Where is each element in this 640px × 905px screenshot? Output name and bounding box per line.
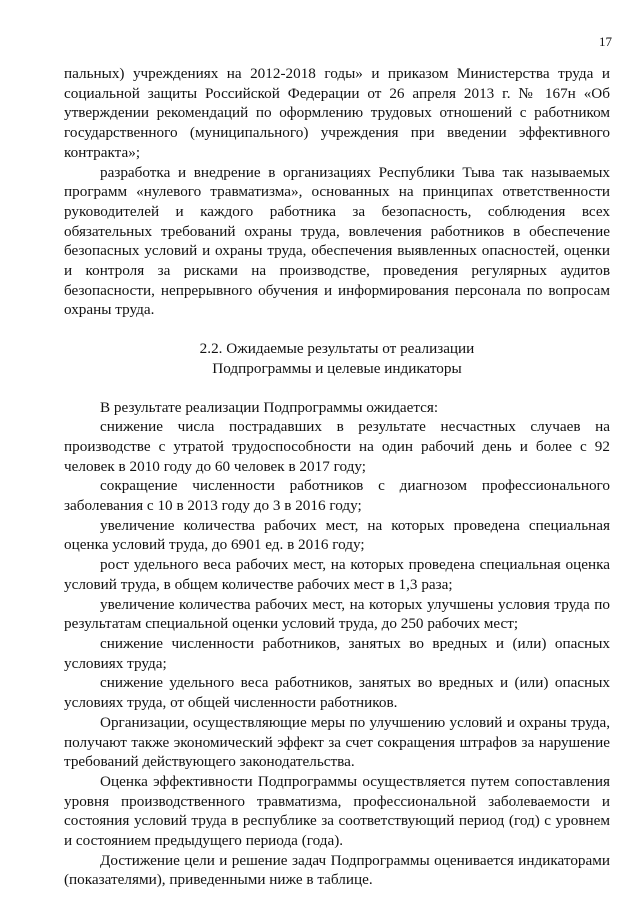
section-heading xyxy=(64,339,610,378)
list-item-improved-workplaces: увеличение количества рабочих мест, на которых улучшены условия труда по результатам специальной оценки условий труда, до 250 рабочих мест; xyxy=(64,595,610,633)
list-item-hazardous-workers-count: снижение численности работников, занятых во вредных и (или) опасных условиях труда; xyxy=(64,634,610,672)
list-item-workplace-assessment-count: увеличение количества рабочих мест, на которых проведена специальная оценка условий труда, до 6901 ед. в 2016 году; xyxy=(64,516,610,554)
paragraph-indicators: Достижение цели и решение задач Подпрограммы оценивается индикаторами (показателями), приведенными ниже в таблице. xyxy=(64,851,610,889)
section-heading-line-1: 2.2. Ожидаемые результаты от реализации xyxy=(199,340,475,358)
paragraph-continuation: пальных) учреждениях на 2012-2018 годы» и приказом Министерства труда и социальной защиты Российской Федерации от 26 апреля 2013 г. № 167н «Об утверждении рекомендаций по оформлению трудовых отношений с работником государственного (муниципального) учреждения при введении эффективного контракта»; xyxy=(64,65,610,161)
list-item-workplace-assessment-share: рост удельного веса рабочих мест, на которых проведена специальная оценка условий труда, в общем количестве рабочих мест в 1,3 раза; xyxy=(64,556,610,593)
list-item-hazardous-workers-share: снижение удельного веса работников, занятых во вредных и (или) опасных условиях труда, от общей численности работников. xyxy=(64,674,610,712)
paragraph-zero-injury-programs: разработка и внедрение в организациях Республики Тыва так называемых программ «нулевого травматизма», основанных на принципах ответственности руководителей и каждого работника за безопасность, соблюдения всех обязательных требований охраны труда, вовлечения работников в обеспечение безопасных условий и охраны труда, обеспечения выявленных опасностей, оценки и контроля за рисками на производстве, проведения регулярных аудитов безопасности, непрерывного обучения и информирования персонала по вопросам охраны труда. xyxy=(64,163,610,319)
list-item-injury-reduction: снижение числа пострадавших в результате несчастных случаев на производстве с утратой трудоспособности на один рабочий день и более с 92 человек в 2010 году до 60 человек в 2017 году; xyxy=(64,418,610,475)
paragraph-efficiency-evaluation: Оценка эффективности Подпрограммы осуществляется путем сопоставления уровня производственного травматизма, профессиональной заболеваемости и состояния условий труда в республике за соответствующий период (год) с уровнем и состоянием предыдущего периода (года). xyxy=(64,772,610,850)
page-number: 17 xyxy=(599,34,612,49)
body-text xyxy=(64,64,610,890)
paragraph-economic-effect: Организации, осуществляющие меры по улучшению условий и охраны труда, получают также экономический эффект за счет сокращения штрафов за нарушение требований действующего законодательства. xyxy=(64,713,610,771)
section-heading-line-2: Подпрограммы и целевые индикаторы xyxy=(212,359,462,377)
paragraph-expected-results-intro: В результате реализации Подпрограммы ожидается: xyxy=(100,398,439,416)
list-item-occupational-disease: сокращение численности работников с диагнозом профессионального заболевания с 10 в 2013 году до 3 в 2016 году; xyxy=(64,477,610,515)
